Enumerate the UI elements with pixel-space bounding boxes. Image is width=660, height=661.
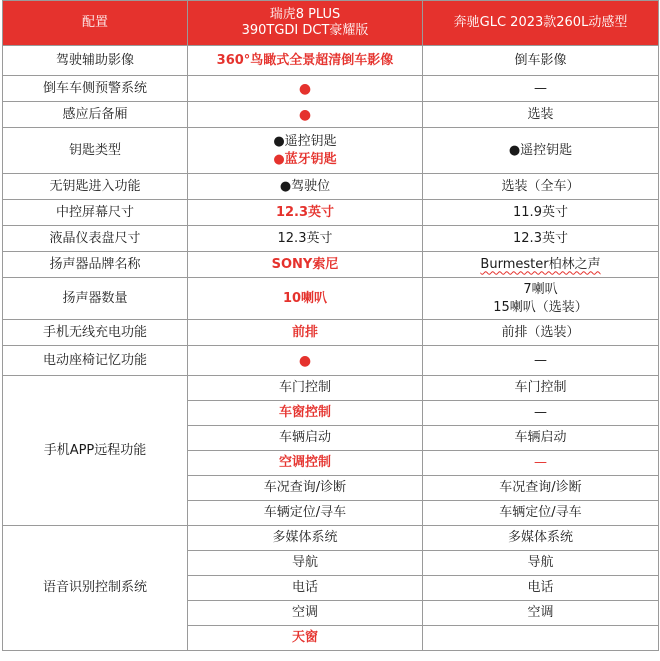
car-a-value: 车辆启动 bbox=[188, 426, 423, 451]
table-row bbox=[3, 102, 659, 128]
car-b-value: 空调 bbox=[423, 601, 659, 626]
car-b-value: ●遥控钥匙 bbox=[423, 128, 659, 174]
car-a-value: ● bbox=[188, 346, 423, 376]
row-label: 驾驶辅助影像 bbox=[3, 46, 188, 76]
car-a-trim: 390TGDI DCT豪耀版 bbox=[241, 23, 369, 38]
row-label: 钥匙类型 bbox=[3, 128, 188, 174]
table-row bbox=[3, 376, 659, 401]
car-a-value bbox=[188, 128, 423, 174]
car-a-value: ● bbox=[188, 102, 423, 128]
car-b-value: — bbox=[423, 346, 659, 376]
car-a-value: 10喇叭 bbox=[188, 278, 423, 320]
row-label: 无钥匙进入功能 bbox=[3, 174, 188, 200]
car-b-value-line: 15喇叭（选装） bbox=[493, 299, 588, 315]
car-a-value: 车门控制 bbox=[188, 376, 423, 401]
table-row bbox=[3, 76, 659, 102]
car-a-value: 车况查询/诊断 bbox=[188, 476, 423, 501]
car-a-value: 天窗 bbox=[188, 626, 423, 651]
car-b-value: 多媒体系统 bbox=[423, 526, 659, 551]
car-a-value: 空调 bbox=[188, 601, 423, 626]
table-row bbox=[3, 200, 659, 226]
table-row bbox=[3, 526, 659, 551]
car-a-value: 电话 bbox=[188, 576, 423, 601]
row-label: 中控屏幕尺寸 bbox=[3, 200, 188, 226]
row-label: 感应后备厢 bbox=[3, 102, 188, 128]
group-label-voice: 语音识别控制系统 bbox=[3, 526, 188, 651]
car-b-value: 车辆启动 bbox=[423, 426, 659, 451]
table-row bbox=[3, 346, 659, 376]
car-b-value: 前排（选装） bbox=[423, 320, 659, 346]
car-b-value: 倒车影像 bbox=[423, 46, 659, 76]
table-row bbox=[3, 252, 659, 278]
table-row bbox=[3, 174, 659, 200]
car-b-value: 11.9英寸 bbox=[423, 200, 659, 226]
car-a-value: SONY索尼 bbox=[188, 252, 423, 278]
car-a-value-line: ●蓝牙钥匙 bbox=[273, 151, 337, 167]
header-car-a bbox=[188, 1, 423, 46]
comparison-table bbox=[2, 0, 659, 651]
row-label: 液晶仪表盘尺寸 bbox=[3, 226, 188, 252]
car-b-value-line: 7喇叭 bbox=[523, 281, 558, 297]
car-b-value: 车辆定位/寻车 bbox=[423, 501, 659, 526]
car-b-value bbox=[423, 278, 659, 320]
car-a-value: 车辆定位/寻车 bbox=[188, 501, 423, 526]
car-a-value: 前排 bbox=[188, 320, 423, 346]
table-row bbox=[3, 320, 659, 346]
car-b-value: 导航 bbox=[423, 551, 659, 576]
car-b-value: 12.3英寸 bbox=[423, 226, 659, 252]
table-row bbox=[3, 226, 659, 252]
table-row bbox=[3, 128, 659, 174]
comparison-table-wrapper bbox=[2, 0, 658, 651]
car-a-value: 12.3英寸 bbox=[188, 200, 423, 226]
header-car-b: 奔驰GLC 2023款260L动感型 bbox=[423, 1, 659, 46]
group-label-app: 手机APP远程功能 bbox=[3, 376, 188, 526]
row-label: 扬声器品牌名称 bbox=[3, 252, 188, 278]
car-a-value: 空调控制 bbox=[188, 451, 423, 476]
car-b-value: 电话 bbox=[423, 576, 659, 601]
car-b-value: — bbox=[423, 76, 659, 102]
car-b-value-text: Burmester柏林之声 bbox=[480, 256, 601, 272]
car-b-value bbox=[423, 252, 659, 278]
car-a-value: 车窗控制 bbox=[188, 401, 423, 426]
car-b-value: — bbox=[423, 401, 659, 426]
header-config: 配置 bbox=[3, 1, 188, 46]
row-label: 倒车车侧预警系统 bbox=[3, 76, 188, 102]
car-a-value-line: ●遥控钥匙 bbox=[273, 133, 337, 149]
car-a-value: 导航 bbox=[188, 551, 423, 576]
car-b-value: 选装（全车） bbox=[423, 174, 659, 200]
car-b-value: 选装 bbox=[423, 102, 659, 128]
car-a-value: 360°鸟瞰式全景超清倒车影像 bbox=[188, 46, 423, 76]
row-label: 手机无线充电功能 bbox=[3, 320, 188, 346]
row-label: 扬声器数量 bbox=[3, 278, 188, 320]
car-a-value: 12.3英寸 bbox=[188, 226, 423, 252]
car-b-value: — bbox=[423, 451, 659, 476]
table-row bbox=[3, 46, 659, 76]
car-a-value: ● bbox=[188, 76, 423, 102]
car-b-value: 车况查询/诊断 bbox=[423, 476, 659, 501]
car-a-value: ●驾驶位 bbox=[188, 174, 423, 200]
car-b-value: 车门控制 bbox=[423, 376, 659, 401]
car-a-name: 瑞虎8 PLUS bbox=[269, 7, 341, 22]
car-a-value: 多媒体系统 bbox=[188, 526, 423, 551]
table-header-row bbox=[3, 1, 659, 46]
table-row bbox=[3, 278, 659, 320]
row-label: 电动座椅记忆功能 bbox=[3, 346, 188, 376]
car-b-value bbox=[423, 626, 659, 651]
